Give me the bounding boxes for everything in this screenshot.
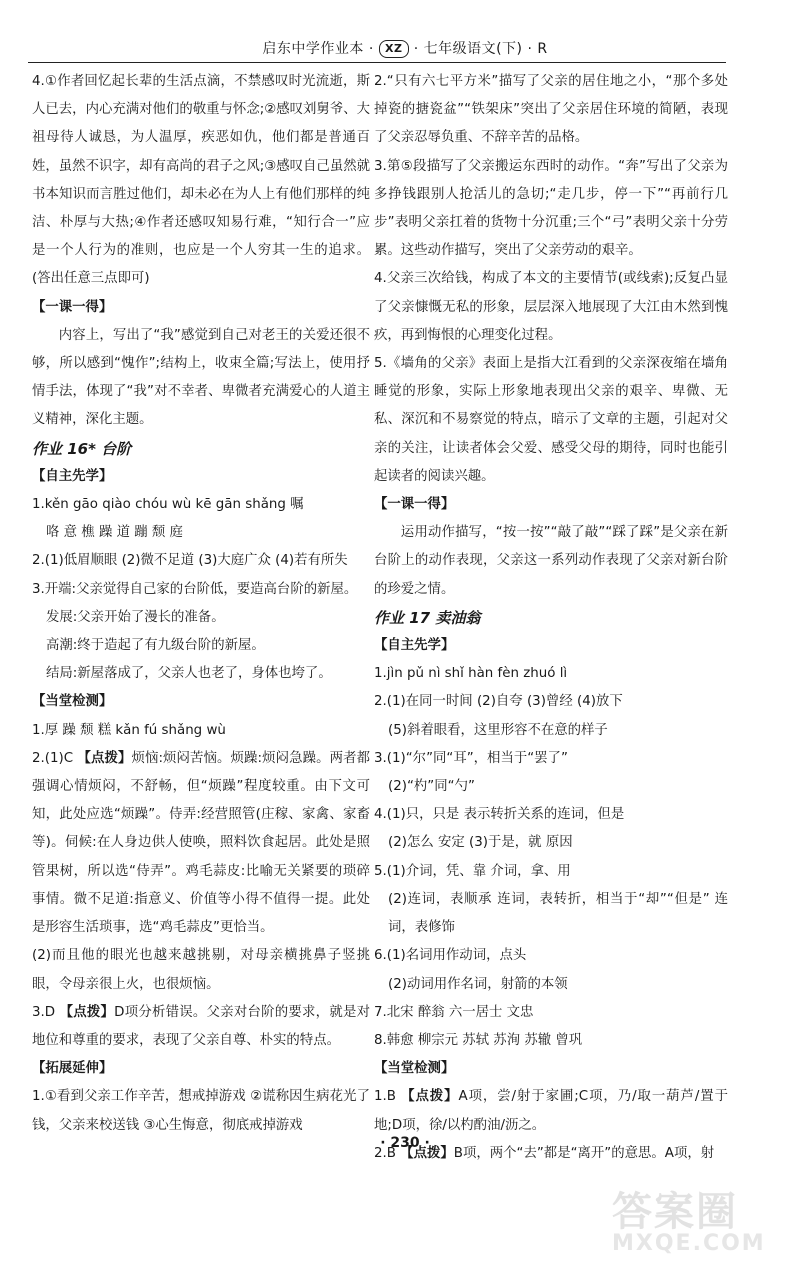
running-header (0, 38, 810, 58)
section-heading-tuozhan: 【拓展延伸】 (32, 1061, 113, 1077)
zizhu-answer-2: 2.(1)低眉顺眼 (2)微不足道 (3)大庭广众 (4)若有所失 (32, 553, 348, 569)
header-rule (28, 62, 726, 63)
watermark-domain: MXQE.COM (612, 1231, 766, 1256)
zizhu-answer-3a: 3.(1)“尔”同“耳”，相当于“罢了” (374, 750, 568, 766)
left-column (32, 68, 370, 1140)
zizhu-answer-4a: 4.(1)只，只是 表示转折关系的连词，但是 (374, 807, 625, 823)
section-heading-yike: 【一课一得】 (374, 497, 455, 513)
hint-label: 【点拨】 (59, 1004, 115, 1020)
yike-text: 内容上，写出了“我”感觉到自己对老王的关爱还很不够，所以感到“愧作”;结构上，收束全篇;写法上，使用抒情手法，体现了“我”对不幸者、卑微者充满爱心的人道主义精神，深化主题。 (32, 327, 370, 428)
right-column (374, 68, 728, 1168)
hint-label: 【点拨】 (401, 1089, 459, 1105)
section-heading-dangtang: 【当堂检测】 (32, 694, 113, 710)
zizhu-answer-6b: (2)动词用作名词，射箭的本领 (388, 976, 568, 992)
zizhu-answer-3b: (2)“杓”同“勺” (388, 779, 475, 795)
tuozhan-answer-1: 1.①看到父亲工作辛苦，想戒掉游戏 ②谎称因生病花光了钱，父亲来校送钱 ③心生悔意，彻底戒掉游戏 (32, 1089, 370, 1133)
answer-r3: 3.第⑤段描写了父亲搬运东西时的动作。“奔”写出了父亲为多挣钱跟别人抢活儿的急切;“走几步，停一下”“再前行几步”表明父亲扛着的货物十分沉重;三个“弓”表明父亲十分劳累。这些动作描写，突出了父亲劳动的艰辛。 (374, 158, 728, 259)
page-number: · 230 · (380, 1135, 430, 1151)
zizhu-answer-3a: 3.开端:父亲觉得自己家的台阶低，要造高台阶的新屋。 (32, 581, 358, 597)
zizhu-answer-7: 7.北宋 醉翁 六一居士 文忠 (374, 1004, 534, 1020)
section-heading-dangtang: 【当堂检测】 (374, 1061, 455, 1077)
header-grade-subject: · 七年级语文(下) · R (408, 41, 548, 57)
hint-label: 【点拨】 (400, 1145, 454, 1161)
dangtang-answer-1: 1.B 【点拨】A项，尝/射于家圃;C项，乃/取一葫芦/置于地;D项，徐/以杓酌油/沥之。 (374, 1089, 728, 1133)
section-heading-zizhu: 【自主先学】 (32, 468, 113, 484)
dangtang-answer-3: 3.D 【点拨】D项分析错误。父亲对台阶的要求，就是对地位和尊重的要求，表现了父亲自尊、朴实的特点。 (32, 1004, 370, 1048)
answer-q4: 4.①作者回忆起长辈的生活点滴，不禁感叹时光流逝，斯人已去，内心充满对他们的敬重与怀念;②感叹刘舅爷、大祖母待人诚恳，为人温厚，疾恶如仇，他们都是普通百姓，虽然不识字，却有高尚的君子之风;③感叹自己虽然就书本知识而言胜过他们，却未必在为人上有他们那样的纯洁、朴厚与大热;④作者还感叹知易行难，“知行合一”应是一个人行为的准则，也应是一个人穷其一生的追求。(答出任意三点即可) (32, 74, 370, 287)
zizhu-answer-6a: 6.(1)名词用作动词，点头 (374, 948, 527, 964)
dangtang-answer-2: 2.B 【点拨】B项，两个“去”都是“离开”的意思。A项，射 (374, 1145, 715, 1161)
dangtang-answer-2: 2.(1)C 【点拨】烦恼:烦闷苦恼。烦躁:烦闷急躁。两者都强调心情烦闷，不舒畅，但“烦躁”程度较重。由下文可知，此处应选“烦躁”。侍弄:经营照管(庄稼、家禽、家畜等)。伺候:在人身边供人使唤，照料饮食起居。此处是照管果树，所以选“侍弄”。鸡毛蒜皮:比喻无关紧要的琐碎事情。微不足道:指意义、价值等小得不值得一提。此处是形容生活琐事，选“鸡毛蒜皮”更恰当。 (32, 750, 370, 936)
zizhu-answer-5a: 5.(1)介词，凭、靠 介词，拿、用 (374, 863, 571, 879)
zizhu-answer-2a: 2.(1)在同一时间 (2)自夸 (3)曾经 (4)放下 (374, 694, 623, 710)
zizhu-answer-2b: (5)斜着眼看，这里形容不在意的样子 (388, 722, 608, 738)
dangtang-answer-2b: (2)而且他的眼光也越来越挑剔，对母亲横挑鼻子竖挑眼，令母亲很上火，也很烦恼。 (32, 948, 370, 992)
zizhu-answer-3d: 结局:新屋落成了，父亲人也老了，身体也垮了。 (46, 666, 332, 682)
zizhu-answer-1a: 1.kěn gāo qiào chóu wù kē gān shǎng 嘱 (32, 497, 304, 513)
homework-17-title: 作业 17 卖油翁 (374, 608, 481, 627)
zizhu-answer-3c: 高潮:终于造起了有九级台阶的新屋。 (46, 638, 265, 654)
header-book-title: 启东中学作业本 · (262, 41, 379, 57)
zizhu-answer-4b: (2)怎么 安定 (3)于是，就 原因 (388, 835, 573, 851)
site-watermark (612, 1180, 792, 1270)
zizhu-answer-3b: 发展:父亲开始了漫长的准备。 (46, 609, 225, 625)
publisher-logo-badge: XZ (379, 40, 409, 58)
section-heading-zizhu: 【自主先学】 (374, 638, 455, 654)
watermark-logo-text: 答案圈 (612, 1189, 738, 1235)
section-heading-yike: 【一课一得】 (32, 299, 113, 315)
answer-r4: 4.父亲三次给钱，构成了本文的主要情节(或线索);反复凸显了父亲慷慨无私的形象，层层深入地展现了大江由木然到愧疚，再到悔恨的心理变化过程。 (374, 271, 728, 343)
zizhu-answer-8: 8.韩愈 柳宗元 苏轼 苏洵 苏辙 曾巩 (374, 1032, 583, 1048)
yike-text: 运用动作描写，“按一按”“敲了敲”“踩了踩”是父亲在新台阶上的动作表现，父亲这一系列动作表现了父亲对新台阶的珍爱之情。 (374, 525, 728, 597)
dangtang-answer-1: 1.厚 躁 颓 糕 kǎn fú shǎng wù (32, 722, 226, 738)
zizhu-answer-1b: 咯 意 樵 躁 道 蹦 颓 庭 (46, 525, 183, 541)
answer-r5: 5.《墙角的父亲》表面上是指大江看到的父亲深夜缩在墙角睡觉的形象，实际上形象地表现出父亲的艰辛、卑微、无私、深沉和不易察觉的特点，暗示了文章的主题，引起对父亲的关注，让读者体会父爱、感受父母的期待，同时也能引起读者的阅读兴趣。 (374, 356, 728, 484)
hint-label: 【点拨】 (77, 750, 132, 766)
homework-16-title: 作业 16* 台阶 (32, 439, 132, 458)
zizhu-answer-5b: (2)连词，表顺承 连词，表转折，相当于“却”“但是” 连词，表修饰 (388, 891, 728, 936)
answer-r2: 2.“只有六七平方米”描写了父亲的居住地之小，“那个多处掉瓷的搪瓷盆”“铁架床”突出了父亲居住环境的简陋，表现了父亲忍辱负重、不辞辛苦的品格。 (374, 74, 728, 146)
zizhu-answer-1: 1.jìn pǔ nì shǐ hàn fèn zhuó lì (374, 666, 568, 682)
